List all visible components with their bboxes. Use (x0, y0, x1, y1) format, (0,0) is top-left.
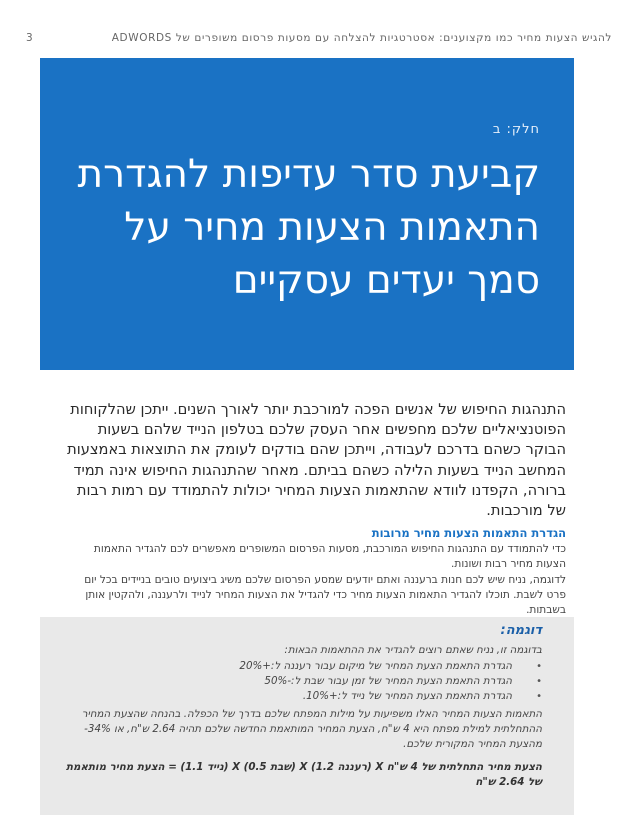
example-box (40, 617, 574, 815)
example-formula: הצעת מחיר התחלתית של 4 ש"ח X (רעננה 1.2) X (שבת 0.5) X (נייד 1.1) = הצעת מחיר מותאמת של 2.64 ש"ח (66, 761, 542, 788)
example-title: דוגמה: (500, 623, 542, 638)
list-item (62, 674, 542, 689)
intro-paragraph: התנהגות החיפוש של אנשים הפכה למורכבת יותר לאורך השנים. ייתכן שהלקוחות הפוטנציאליים שלכם מחפשים אחר העסק שלכם בטלפון הנייד שלהם בשעות הבוקר כשהם בדרכם לעבודה, וייתכן שהם בודקים לעומק את התוצאות באמצעות המחשב הנייד בשעות הלילה כשהם בביתם. מאחר שהתנהגות החיפוש אינה תמיד ברורה, הקפדנו לוודא שהתאמות הצעות המחיר יכולות להתמודד עם רמות רבות של מורכבות. (67, 401, 566, 520)
bullet-icon: • (536, 691, 542, 702)
bullet-icon: • (536, 661, 542, 672)
example-intro: בדוגמה זו, נניח שאתם רוצים להגדיר את ההתאמות הבאות: (284, 644, 542, 656)
list-item (62, 689, 542, 704)
section-label: חלק: ב (492, 122, 540, 137)
running-header (26, 32, 612, 48)
list-item (62, 659, 542, 674)
body-paragraph-1: כדי להתמודד עם התנהגות החיפוש המורכבת, מסעות הפרסום המשופרים מאפשרים לכם להגדיר התאמות הצעות מחיר רבות ושונות. (93, 543, 566, 570)
example-list (62, 659, 542, 704)
section-hero-banner (40, 58, 574, 370)
running-header-title: להגיש הצעות מחיר כמו מקצוענים: אסטרטגיות להצלחה עם מסעות פרסום משופרים של ADWORDS (111, 32, 612, 44)
example-explanation: התאמות הצעות המחיר האלו משפיעות על מילות המפתח שלכם בדרך של הכפלה. בהנחה שהצעת המחיר ההתחלתית למילת מפתח היא 4 ש"ח, הצעת המחיר המותאמת החדשה שלכם תהיה 2.64 ש"ח, או 34%- מהצעת המחיר המקורית שלכם. (81, 708, 542, 750)
subheading: הגדרת התאמות הצעות מחיר מרובות (371, 526, 566, 540)
bullet-icon: • (536, 676, 542, 687)
list-item-text: הגדרת התאמת הצעת המחיר של נייד ל:+10%. (302, 690, 512, 702)
page-number: 3 (26, 32, 34, 44)
section-title: קביעת סדר עדיפות להגדרת התאמות הצעות מחיר על סמך יעדים עסקיים (77, 152, 540, 303)
list-item-text: הגדרת התאמת הצעת המחיר של זמן עבור שבת ל:-50% (264, 675, 512, 687)
body-paragraph-2: לדוגמה, נניח שיש לכם חנות ברעננה ואתם יודעים שמסע הפרסום שלכם משיג ביצועים טובים בניידים בכל יום פרט לשבת. תוכלו להגדיר התאמות הצעות מחיר כדי להגדיל את הצעות המחיר לנייד ולרעננה, ולהקטין אותן בשבתות. (84, 574, 566, 616)
list-item-text: הגדרת התאמת הצעת המחיר של מיקום עבור רעננה ל:+20% (239, 660, 512, 672)
